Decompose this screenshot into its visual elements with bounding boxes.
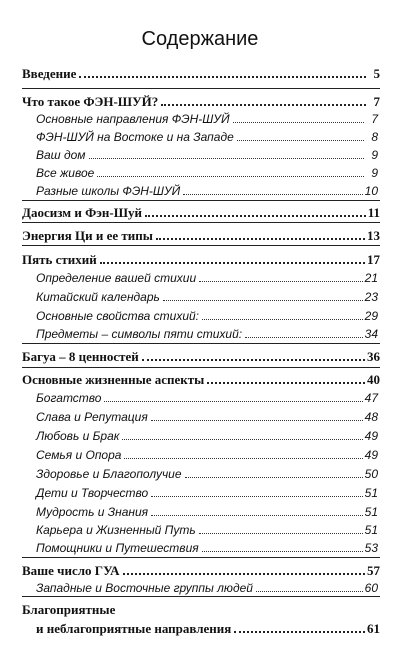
toc-entry-bagua[interactable]: [22, 350, 380, 363]
toc-page-number: 48: [364, 410, 378, 424]
toc-page-number: 8: [371, 130, 378, 144]
toc-page-number: 21: [364, 271, 378, 285]
toc-entry-gua-number[interactable]: [22, 564, 380, 577]
toc-page-number: 47: [364, 391, 378, 405]
toc-entry-label: Предметы – символы пяти стихий:: [36, 327, 243, 341]
dot-leader: [199, 281, 363, 282]
dot-leader: [199, 533, 363, 534]
toc-entry-favorable-line1[interactable]: [22, 603, 380, 616]
toc-subentry[interactable]: [36, 430, 378, 442]
section-divider: [22, 88, 380, 89]
toc-page-number: 61: [367, 621, 380, 636]
toc-entry-label: Карьера и Жизненный Путь: [36, 523, 196, 537]
toc-entry-label: Все живое: [36, 166, 95, 180]
toc-subentry[interactable]: [36, 487, 378, 499]
dot-leader: [233, 122, 364, 123]
toc-page-number: 10: [364, 184, 378, 198]
toc-entry-introduction[interactable]: [22, 67, 380, 80]
toc-page-number: 34: [364, 327, 378, 341]
toc-entry-label: Любовь и Брак: [36, 429, 120, 443]
toc-page-number: 50: [364, 467, 378, 481]
toc-entry-label: Богатство: [36, 391, 102, 405]
toc-subentry[interactable]: [36, 524, 378, 536]
toc-entry-favorable-directions[interactable]: [22, 622, 380, 635]
toc-page-number: 23: [364, 290, 378, 304]
toc-subentry[interactable]: [36, 185, 378, 197]
toc-entry-label: Семья и Опора: [36, 448, 122, 462]
dot-leader: [97, 176, 364, 177]
toc-page-number: 9: [371, 148, 378, 162]
toc-entry-label: Ваш дом: [36, 148, 86, 162]
toc-entry-label: Даосизм и Фэн-Шуй: [22, 205, 142, 220]
toc-page-number: 29: [364, 309, 378, 323]
dot-leader: [151, 515, 363, 516]
toc-page-number: 49: [364, 448, 378, 462]
dot-leader: [237, 140, 364, 141]
dot-leader: [104, 401, 362, 402]
toc-subentry[interactable]: [36, 167, 378, 179]
toc-page-number: 36: [367, 349, 380, 364]
dot-leader: [202, 319, 363, 320]
toc-entry-five-elements[interactable]: [22, 253, 380, 266]
toc-entry-qi-energy[interactable]: [22, 229, 380, 242]
dot-leader: [234, 631, 365, 633]
toc-subentry[interactable]: [36, 506, 378, 518]
toc-entry-label: Основные свойства стихий:: [36, 309, 200, 323]
toc-entry-label: Западные и Восточные группы людей: [36, 581, 253, 595]
toc-entry-label: Багуа – 8 ценностей: [22, 349, 139, 364]
dot-leader: [256, 591, 363, 592]
toc-subentry[interactable]: [36, 272, 378, 284]
toc-entry-label: Здоровье и Благополучие: [36, 467, 182, 481]
toc-page-number: 51: [364, 505, 378, 519]
dot-leader: [123, 573, 365, 575]
toc-page-number: 7: [371, 112, 378, 126]
toc-entry-label: Дети и Творчество: [36, 486, 149, 500]
dot-leader: [245, 337, 363, 338]
dot-leader: [202, 551, 363, 552]
dot-leader: [151, 496, 362, 497]
toc-page-number: 5: [373, 66, 380, 81]
toc-entry-label: Основные жизненные аспекты: [22, 372, 205, 387]
toc-entry-label: и неблагоприятные направления: [36, 621, 232, 636]
section-divider: [22, 367, 380, 368]
section-divider: [22, 596, 380, 597]
toc-page-number: 17: [367, 252, 380, 267]
section-divider: [22, 222, 380, 223]
toc-subentry[interactable]: [36, 291, 378, 303]
toc-page-number: 57: [367, 563, 380, 578]
toc-subentry[interactable]: [36, 411, 378, 423]
dot-leader: [100, 262, 365, 264]
toc-entry-label: Определение вашей стихии: [36, 271, 197, 285]
toc-entry-what-is-feng-shui[interactable]: [22, 95, 380, 108]
toc-entry-label: Основные направления ФЭН-ШУЙ: [36, 112, 230, 126]
toc-subentry[interactable]: [36, 149, 378, 161]
toc-page-number: 49: [364, 429, 378, 443]
toc-entry-label: Китайский календарь: [36, 290, 160, 304]
toc-entry-label: Мудрость и Знания: [36, 505, 149, 519]
toc-subentry[interactable]: [36, 542, 378, 554]
toc-entry-label: Ваше число ГУА: [22, 563, 120, 578]
toc-subentry[interactable]: [36, 113, 378, 125]
toc-entry-taoism[interactable]: [22, 206, 380, 219]
dot-leader: [79, 76, 366, 78]
toc-entry-label: Благоприятные: [22, 602, 116, 617]
dot-leader: [185, 477, 363, 478]
dot-leader: [151, 420, 363, 421]
toc-page-number: 13: [367, 228, 380, 243]
toc-entry-label: Энергия Ци и ее типы: [22, 228, 153, 243]
toc-entry-label: Помощники и Путешествия: [36, 541, 199, 555]
dot-leader: [145, 215, 366, 217]
section-divider: [22, 557, 380, 558]
toc-page-number: 51: [364, 486, 378, 500]
toc-subentry[interactable]: [36, 582, 378, 594]
toc-entry-life-aspects[interactable]: [22, 373, 380, 386]
toc-entry-label: Пять стихий: [22, 252, 97, 267]
page-title: Содержание: [141, 28, 259, 50]
toc-page-number: 60: [364, 581, 378, 595]
toc-page-number: 53: [364, 541, 378, 555]
toc-page-number: 51: [364, 523, 378, 537]
section-divider: [22, 245, 380, 246]
toc-page-number: 11: [367, 205, 380, 220]
toc-page-number: 40: [367, 372, 380, 387]
dot-leader: [183, 194, 362, 195]
toc-entry-label: Введение: [22, 66, 77, 81]
dot-leader: [122, 439, 362, 440]
toc-entry-label: ФЭН-ШУЙ на Востоке и на Западе: [36, 130, 234, 144]
toc-subentry[interactable]: [36, 449, 378, 461]
dot-leader: [156, 238, 365, 240]
toc-subentry[interactable]: [36, 328, 378, 340]
toc-subentry[interactable]: [36, 392, 378, 404]
toc-subentry[interactable]: [36, 468, 378, 480]
dot-leader: [124, 458, 362, 459]
toc-entry-label: Слава и Репутация: [36, 410, 148, 424]
section-divider: [22, 343, 380, 344]
toc-page-number: 9: [371, 166, 378, 180]
section-divider: [22, 200, 380, 201]
toc-subentry[interactable]: [36, 310, 378, 322]
dot-leader: [142, 359, 365, 361]
dot-leader: [207, 382, 365, 384]
dot-leader: [161, 104, 366, 106]
toc-entry-label: Разные школы ФЭН-ШУЙ: [36, 184, 181, 198]
dot-leader: [163, 300, 363, 301]
dot-leader: [89, 158, 364, 159]
toc-entry-label: Что такое ФЭН-ШУЙ?: [22, 94, 159, 109]
toc-subentry[interactable]: [36, 131, 378, 143]
toc-page-number: 7: [373, 94, 380, 109]
